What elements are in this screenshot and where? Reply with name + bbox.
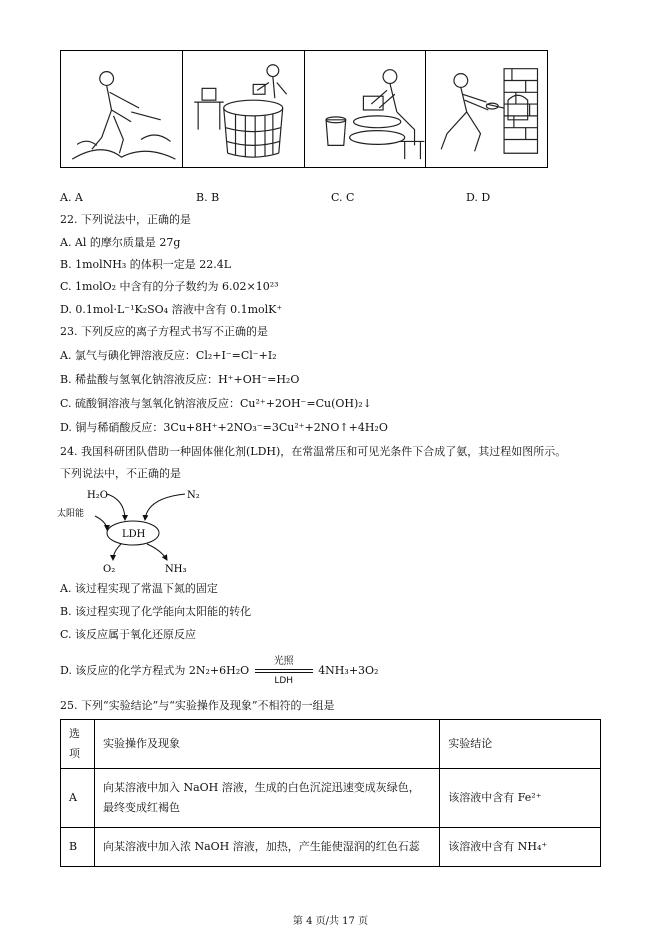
n2-label: N₂ [187,490,200,501]
equals-line-1 [255,669,313,670]
q24-option-c: C. 该反应属于氧化还原反应 [60,628,197,641]
n2-arrow [145,494,185,520]
worker-digging-illustration [61,51,182,167]
ldh-cycle-diagram [55,486,225,576]
q23-option-c: C. 硫酸铜溶液与氢氧化钠溶液反应：Cu²⁺+2OH⁻=Cu(OH)₂↓ [60,397,372,410]
nh3-label: NH₃ [165,564,187,575]
illustration-strip [60,50,548,168]
illustration-a [61,51,183,167]
ldh-label: LDH [122,529,146,540]
q25-stem: 25. 下列“实验结论”与“实验操作及现象”不相符的一组是 [60,699,335,712]
illustration-d [426,51,547,167]
sun-label: 太阳能 [57,509,85,519]
q25-table [60,719,601,867]
header-option: 选项 [61,720,95,769]
q24-stem-line2: 下列说法中，不正确的是 [60,467,181,480]
q24-d-prefix: D. 该反应的化学方程式为 2N₂+6H₂O [60,664,250,677]
q24-option-a: A. 该过程实现了常温下氮的固定 [60,582,218,595]
condition-bottom: LDH [274,676,294,686]
condition-top: 光照 [273,656,294,667]
table-row [61,769,601,828]
q24-stem-line1: 24. 我国科研团队借助一种固体催化剂(LDH)，在常温常压和可见光条件下合成了氨，其过程如图所示。 [60,445,567,458]
h2o-arrow [107,494,125,520]
illustration-c [305,51,427,167]
header-conclusion: 实验结论 [440,720,601,769]
illustration-b [183,51,305,167]
header-operation: 实验操作及现象 [94,720,439,769]
q23-option-d: D. 铜与稀硝酸反应：3Cu+8H⁺+2NO₃⁻=3Cu²⁺+2NO↑+4H₂O [60,421,388,434]
row-a-operation [94,769,439,828]
row-a-operation-line2: 最终变成红褐色 [102,801,180,814]
reaction-condition [255,656,313,686]
q24-option-b: B. 该过程实现了化学能向太阳能的转化 [60,605,252,618]
q24-d-suffix: 4NH₃+3O₂ [318,664,379,677]
q22-option-c: C. 1molO₂ 中含有的分子数约为 6.02×10²³ [60,280,279,293]
row-a-option: A [61,769,95,828]
equals-line-2 [255,672,313,673]
q23-option-a: A. 氯气与碘化钾溶液反应：Cl₂+I⁻=Cl⁻+I₂ [60,349,277,362]
q21-option-c: C. C [331,191,355,204]
potter-wheel-illustration [305,51,426,167]
q21-option-d: D. D [466,191,491,204]
row-a-operation-line1: 向某溶液中加入 NaOH 溶液，生成的白色沉淀迅速变成灰绿色， [102,781,420,794]
q24-option-d [60,656,379,686]
row-b-conclusion: 该溶液中含有 NH₄⁺ [440,828,601,867]
q22-stem: 22. 下列说法中，正确的是 [60,213,191,226]
row-b-operation [94,828,439,867]
q21-option-a: A. A [60,191,83,204]
row-b-operation-line1: 向某溶液中加入浓 NaOH 溶液，加热，产生能使湿润的红色石蕊 [102,840,420,853]
table-header-row [61,720,601,769]
worker-barrel-illustration [183,51,304,167]
sun-arrow [95,516,107,530]
table-row [61,828,601,867]
o2-label: O₂ [103,564,116,575]
nh3-arrow [147,544,167,560]
page-footer: 第 4 页/共 17 页 [292,916,369,927]
q23-stem: 23. 下列反应的离子方程式书写不正确的是 [60,325,268,338]
q22-option-d: D. 0.1mol·L⁻¹K₂SO₄ 溶液中含有 0.1molK⁺ [60,303,283,316]
q22-option-b: B. 1molNH₃ 的体积一定是 22.4L [60,258,232,271]
q22-option-a: A. Al 的摩尔质量是 27g [60,236,181,249]
q21-option-b: B. B [196,191,220,204]
row-a-conclusion: 该溶液中含有 Fe²⁺ [440,769,601,828]
q23-option-b: B. 稀盐酸与氢氧化钠溶液反应：H⁺+OH⁻=H₂O [60,373,300,386]
h2o-label: H₂O [87,490,108,501]
kiln-illustration [426,51,547,167]
row-b-option: B [61,828,95,867]
o2-arrow [113,544,121,560]
